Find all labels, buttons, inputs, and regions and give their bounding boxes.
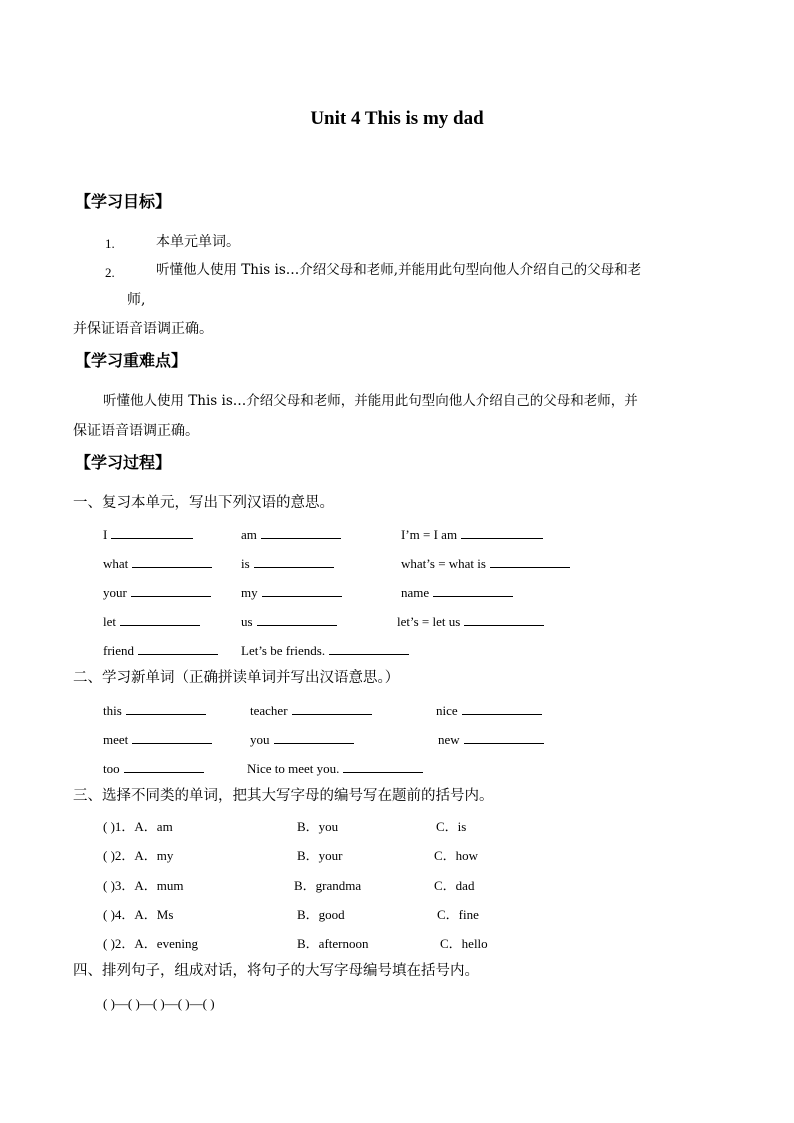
answer-blank[interactable] [132,742,212,744]
vocab-item: too [103,762,204,775]
objective-2-line2: 师, [127,292,146,308]
choice-item-number: ( )2．A．my [103,848,174,863]
answer-blank[interactable] [138,653,218,655]
vocab-item: Let’s be friends. [241,644,409,657]
choice-option-b: B．good [297,907,345,922]
answer-blank[interactable] [329,653,409,655]
objectives-heading: 【学习目标】 [75,192,172,211]
answer-blank[interactable] [111,537,193,539]
vocab-item: friend [103,644,218,657]
vocab-item: I’m = I am [401,528,543,541]
choice-option-b: B．grandma [294,878,362,893]
choice-option-c: C．dad [434,878,475,893]
choice-item-number: ( )2．A．evening [103,936,198,951]
answer-blank[interactable] [132,566,212,568]
key-points-line2: 保证语音语调正确。 [73,423,199,439]
answer-blank[interactable] [126,713,206,715]
page-title: Unit 4 This is my dad [310,108,484,129]
vocab-item: your [103,586,211,599]
answer-blank[interactable] [462,713,542,715]
vocab-item: let [103,615,200,628]
answer-blank[interactable] [490,566,570,568]
choice-item-number: ( )3．A．mum [103,878,184,893]
vocab-item: let’s = let us [397,615,544,628]
objective-2-line1: 听懂他人使用 This is…介绍父母和老师,并能用此句型向他人介绍自己的父母和老 [156,262,642,278]
vocab-item: my [241,586,342,599]
sequence-brackets[interactable]: ( )—( )—( )—( )—( ) [103,996,215,1011]
vocab-item: name [401,586,513,599]
answer-blank[interactable] [131,595,211,597]
choice-option-b: B．afternoon [297,936,369,951]
answer-blank[interactable] [254,566,334,568]
answer-blank[interactable] [343,771,423,773]
objective-1-number: 1. [105,236,115,251]
choice-item-number: ( )4．A．Ms [103,907,174,922]
section-4-heading: 四、排列句子，组成对话，将句子的大写字母编号填在括号内。 [73,963,479,979]
answer-blank[interactable] [433,595,513,597]
answer-blank[interactable] [257,624,337,626]
objective-2-number: 2. [105,265,115,280]
section-2-heading: 二、学习新单词（正确拼读单词并写出汉语意思。） [73,670,400,686]
vocab-item: meet [103,733,212,746]
key-points-heading: 【学习重难点】 [75,351,188,370]
vocab-item: Nice to meet you. [247,762,423,775]
objective-2-line3: 并保证语音语调正确。 [73,321,213,337]
vocab-item: is [241,557,334,570]
answer-blank[interactable] [464,624,544,626]
answer-blank[interactable] [262,595,342,597]
key-points-line1: 听懂他人使用 This is…介绍父母和老师，并能用此句型向他人介绍自己的父母和老师，并 [103,393,638,409]
choice-option-c: C．is [436,819,467,834]
vocab-item: us [241,615,337,628]
choice-item-number: ( )1．A．am [103,819,173,834]
choice-option-c: C．hello [440,936,488,951]
answer-blank[interactable] [274,742,354,744]
vocab-item: teacher [250,704,372,717]
answer-blank[interactable] [261,537,341,539]
process-heading: 【学习过程】 [75,453,172,472]
answer-blank[interactable] [120,624,200,626]
answer-blank[interactable] [124,771,204,773]
choice-option-b: B．you [297,819,339,834]
vocab-item: what [103,557,212,570]
objective-1-text: 本单元单词。 [156,234,240,250]
answer-blank[interactable] [292,713,372,715]
vocab-item: you [250,733,354,746]
vocab-item: nice [436,704,542,717]
vocab-item: what’s = what is [401,557,570,570]
choice-option-b: B．your [297,848,343,863]
choice-option-c: C．fine [437,907,479,922]
vocab-item: I [103,528,193,541]
section-1-heading: 一、复习本单元，写出下列汉语的意思。 [73,495,334,511]
choice-option-c: C．how [434,848,479,863]
vocab-item: new [438,733,544,746]
vocab-item: this [103,704,206,717]
vocab-item: am [241,528,341,541]
answer-blank[interactable] [464,742,544,744]
answer-blank[interactable] [461,537,543,539]
section-3-heading: 三、选择不同类的单词，把其大写字母的编号写在题前的括号内。 [73,788,494,804]
